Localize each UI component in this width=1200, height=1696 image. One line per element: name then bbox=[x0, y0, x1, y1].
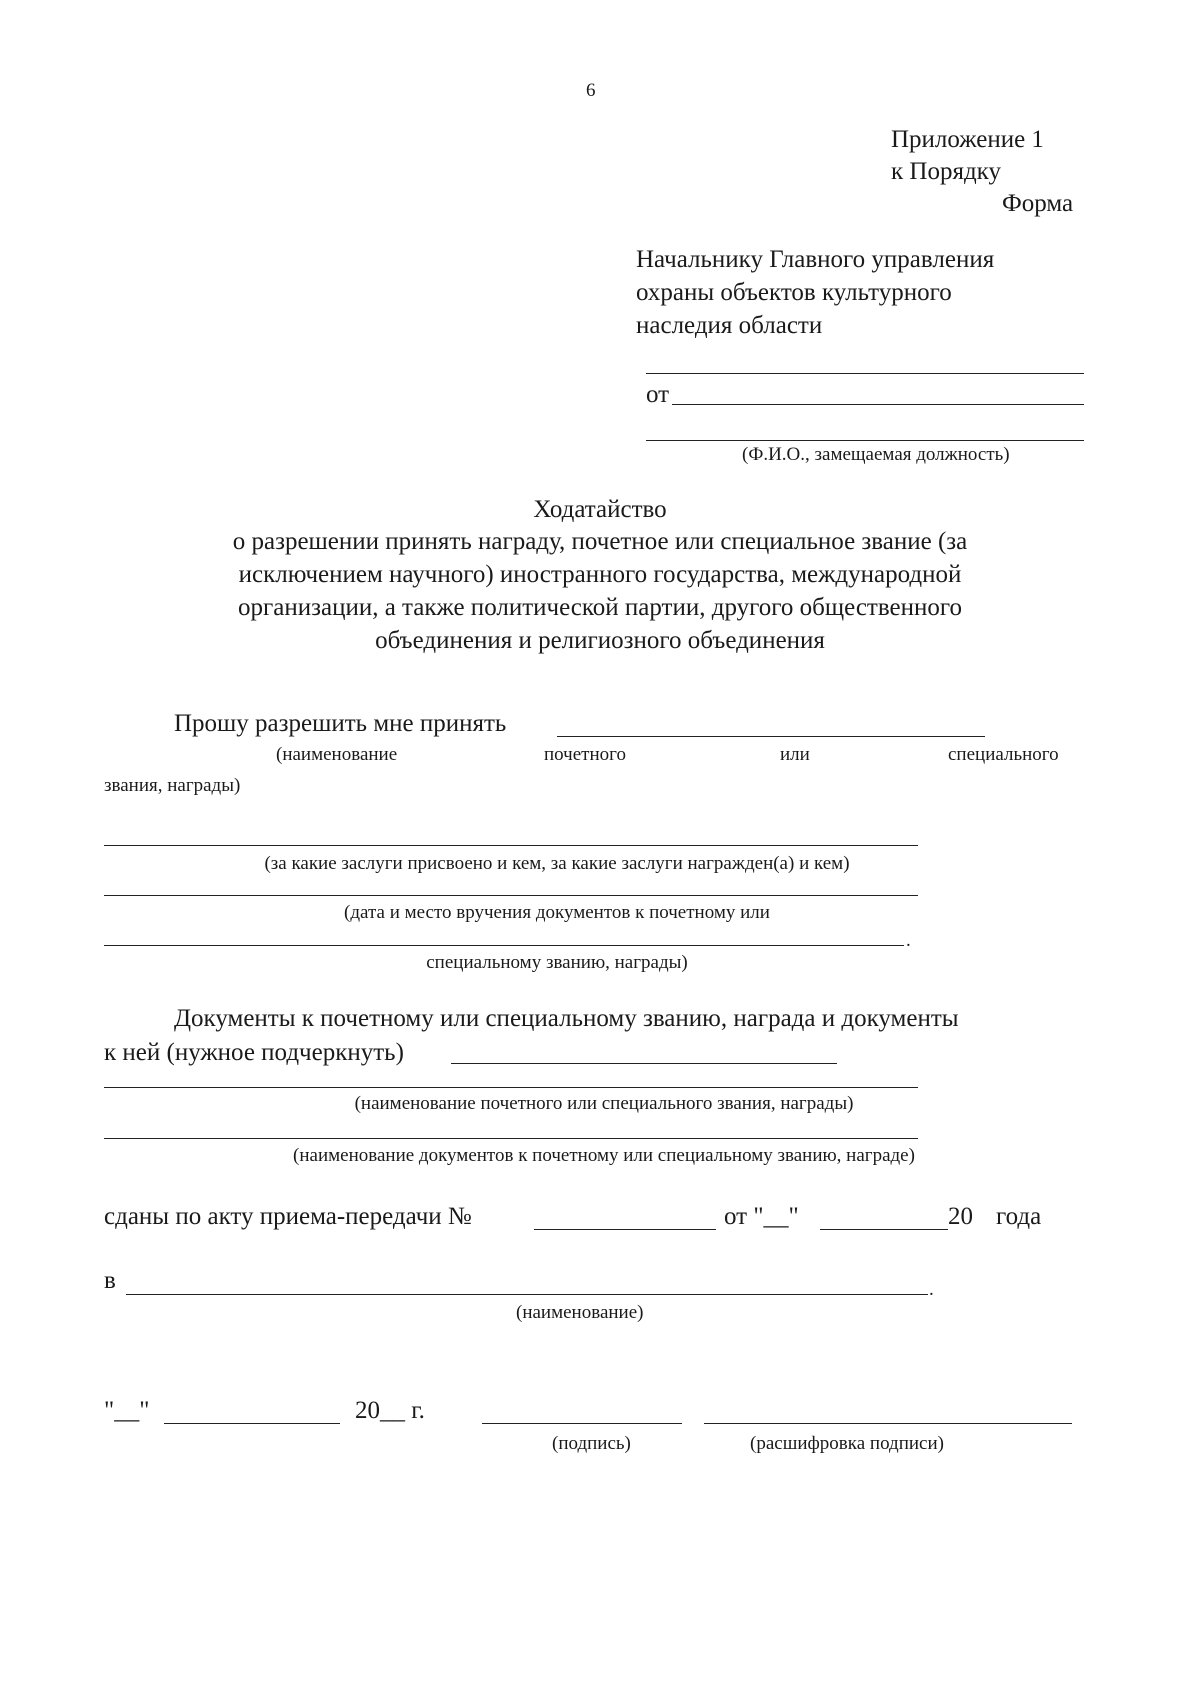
place-hint: (наименование) bbox=[516, 1302, 644, 1323]
place-period: . bbox=[929, 1279, 934, 1300]
act-number-blank[interactable] bbox=[534, 1229, 716, 1230]
merits-hint: (за какие заслуги присвоено и кем, за какие заслуги награжден(а) и кем) bbox=[264, 853, 850, 874]
merits-blank[interactable] bbox=[104, 845, 918, 846]
addressee-line-1: Начальнику Главного управления bbox=[636, 246, 995, 273]
form-label: Форма bbox=[1002, 190, 1074, 217]
addressee-line-3: наследия области bbox=[636, 312, 823, 339]
sign-month-blank[interactable] bbox=[164, 1423, 340, 1424]
title-line-1: о разрешении принять награду, почетное или специальное звание (за bbox=[232, 528, 968, 555]
documents-hint-1: (наименование почетного или специального звания, награды) bbox=[354, 1093, 854, 1114]
place-prefix: в bbox=[104, 1267, 116, 1294]
signature-decode-hint: (расшифровка подписи) bbox=[750, 1433, 944, 1454]
request-text: Прошу разрешить мне принять bbox=[174, 710, 507, 737]
appendix-reference: к Порядку bbox=[891, 158, 1001, 185]
appendix-label: Приложение 1 bbox=[891, 126, 1044, 153]
award-name-blank[interactable] bbox=[557, 736, 985, 737]
addressee-line-2: охраны объектов культурного bbox=[636, 279, 952, 306]
act-from-label: от "__" bbox=[724, 1203, 799, 1230]
sign-date-quote: "__" bbox=[104, 1397, 150, 1424]
title-line-4: объединения и религиозного объединения bbox=[375, 627, 825, 654]
from-blank[interactable] bbox=[672, 404, 1084, 405]
act-text: сданы по акту приема-передачи № bbox=[104, 1203, 472, 1230]
document-title: Ходатайство bbox=[533, 496, 667, 523]
documents-blank-1[interactable] bbox=[451, 1063, 837, 1064]
place-blank[interactable] bbox=[126, 1294, 928, 1295]
addressee-hint: (Ф.И.О., замещаемая должность) bbox=[742, 444, 1010, 465]
addressee-blank-2[interactable] bbox=[646, 440, 1084, 441]
request-hint-word-1: (наименование bbox=[276, 744, 398, 765]
documents-hint-2: (наименование документов к почетному или специальному званию, награде) bbox=[293, 1145, 915, 1166]
addressee-blank-1[interactable] bbox=[646, 373, 1084, 374]
signature-hint: (подпись) bbox=[552, 1433, 631, 1454]
delivery-period: . bbox=[906, 930, 911, 951]
page-number: 6 bbox=[586, 80, 596, 101]
request-hint-continued: звания, награды) bbox=[104, 775, 241, 796]
delivery-blank-2[interactable] bbox=[104, 945, 904, 946]
documents-blank-2[interactable] bbox=[104, 1087, 918, 1088]
title-line-2: исключением научного) иностранного государства, международной bbox=[238, 561, 962, 588]
request-hint-word-2: почетного bbox=[544, 744, 626, 765]
delivery-blank-1[interactable] bbox=[104, 895, 918, 896]
from-label: от bbox=[646, 381, 670, 408]
request-hint-word-3: или bbox=[780, 744, 810, 765]
documents-blank-3[interactable] bbox=[104, 1138, 918, 1139]
documents-text-2: к ней (нужное подчеркнуть) bbox=[104, 1039, 404, 1066]
act-year: 20 bbox=[948, 1203, 973, 1230]
act-year-word: года bbox=[996, 1203, 1042, 1230]
signature-blank[interactable] bbox=[482, 1423, 682, 1424]
delivery-hint-1: (дата и место вручения документов к почетному или bbox=[344, 902, 770, 923]
act-month-blank[interactable] bbox=[820, 1229, 948, 1230]
delivery-hint-2: специальному званию, награды) bbox=[426, 952, 688, 973]
documents-text-1: Документы к почетному или специальному званию, награда и документы bbox=[174, 1005, 959, 1032]
title-line-3: организации, а также политической партии, другого общественного bbox=[237, 594, 962, 621]
request-hint-word-4: специального bbox=[948, 744, 1059, 765]
sign-year: 20__ г. bbox=[355, 1397, 425, 1424]
signature-decode-blank[interactable] bbox=[704, 1423, 1072, 1424]
